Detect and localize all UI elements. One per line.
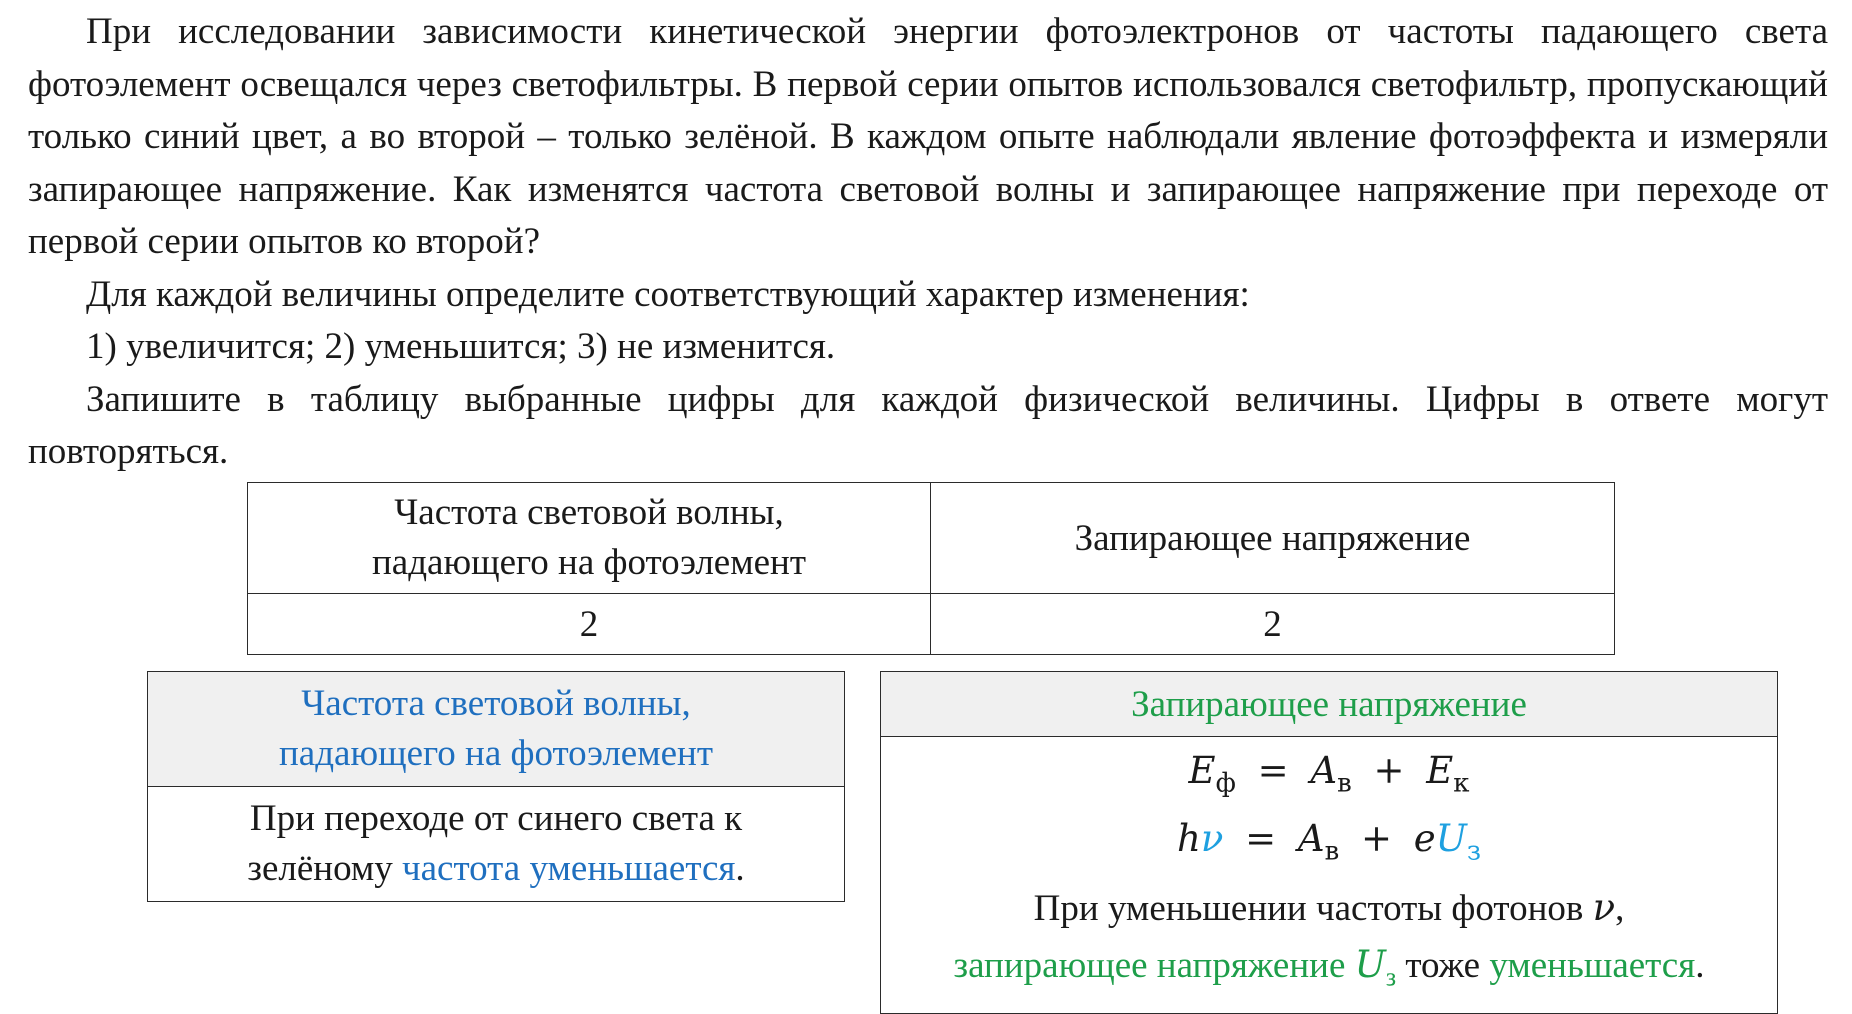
solution-voltage-text-comma: , bbox=[1615, 887, 1625, 929]
formula-einstein bbox=[881, 811, 1777, 879]
solution-voltage-conclusion: уменьшается bbox=[1489, 944, 1696, 986]
answer-table bbox=[247, 482, 1615, 655]
solution-voltage-text-line2 bbox=[881, 937, 1777, 1005]
formula-energy-balance bbox=[881, 743, 1777, 811]
formula2-U-sub: з bbox=[1466, 836, 1481, 867]
solution-frequency-body-line2 bbox=[148, 844, 844, 894]
solution-voltage-header: Запирающее напряжение bbox=[881, 672, 1778, 737]
formula2-U: U bbox=[1435, 817, 1467, 861]
solution-frequency-period: . bbox=[735, 848, 745, 889]
solution-voltage-text-plain: При уменьшении частоты фотонов bbox=[1033, 887, 1593, 929]
solution-frequency-conclusion: частота уменьшается bbox=[402, 848, 736, 889]
formula1-eq: = bbox=[1257, 749, 1289, 792]
answer-header-frequency-line1: Частота световой волны, bbox=[394, 492, 784, 533]
answer-header-voltage: Запирающее напряжение bbox=[931, 483, 1615, 594]
solution-voltage-text-nu: ν bbox=[1592, 885, 1616, 929]
formula2-e: e bbox=[1413, 817, 1436, 861]
formula2-eq: = bbox=[1245, 817, 1277, 861]
answer-header-frequency bbox=[248, 483, 931, 594]
solution-voltage-period: . bbox=[1695, 944, 1705, 986]
formula2-plus: + bbox=[1360, 817, 1392, 861]
solution-frequency-body bbox=[148, 787, 845, 902]
answer-header-frequency-line2: падающего на фотоэлемент bbox=[371, 542, 807, 583]
answer-value-frequency: 2 bbox=[248, 594, 931, 655]
solution-frequency-header bbox=[148, 672, 845, 787]
problem-paragraph-3: 1) увеличится; 2) уменьшится; 3) не изменится. bbox=[86, 326, 836, 367]
solution-voltage-body bbox=[881, 737, 1778, 1014]
solution-voltage-text-also: тоже bbox=[1396, 944, 1490, 986]
problem-text bbox=[28, 6, 1828, 479]
solution-frequency-header-line1: Частота световой волны, bbox=[301, 683, 691, 724]
formula2-A-sub: в bbox=[1324, 836, 1340, 867]
formula1-A-sub: в bbox=[1337, 768, 1352, 799]
problem-paragraph-1: При исследовании зависимости кинетической энергии фотоэлектронов от частоты падающего света фотоэлемент освещался через светофильтры. В первой серии опытов использовался светофильтр, пропускающий только синий цвет, а во второй – только зелёной. В каждом опыте наблюдали явление фотоэффекта и измеряли запирающее напряжение. Как изменятся частота световой волны и запирающее напряжение при переходе от первой серии опытов ко второй? bbox=[28, 11, 1828, 262]
solution-frequency-table bbox=[147, 671, 845, 902]
solution-frequency-header-line2: падающего на фотоэлемент bbox=[278, 733, 714, 774]
answer-table-header-row bbox=[248, 483, 1615, 594]
formula1-E: E bbox=[1188, 749, 1216, 792]
formula2-nu: ν bbox=[1200, 817, 1224, 861]
solution-voltage-table bbox=[880, 671, 1778, 1014]
solution-voltage-text-line1 bbox=[881, 880, 1777, 937]
formula1-plus: + bbox=[1373, 749, 1405, 792]
formula2-A: A bbox=[1297, 817, 1325, 861]
formula1-E2-sub: к bbox=[1453, 768, 1470, 799]
formula1-E-sub: ф bbox=[1215, 768, 1236, 799]
formula1-E2: E bbox=[1426, 749, 1454, 792]
problem-paragraph-2: Для каждой величины определите соответствующий характер изменения: bbox=[86, 273, 1250, 315]
formula2-h: h bbox=[1177, 817, 1201, 861]
solution-voltage-text-green1: запирающее напряжение bbox=[953, 944, 1355, 986]
answer-value-voltage: 2 bbox=[931, 594, 1615, 655]
problem-paragraph-4: Запишите в таблицу выбранные цифры для каждой физической величины. Цифры в ответе могут повторяться. bbox=[28, 378, 1828, 472]
solution-voltage-text-U: U bbox=[1354, 942, 1386, 986]
answer-table-value-row bbox=[248, 594, 1615, 655]
solution-voltage-text-U-sub: з bbox=[1385, 961, 1397, 991]
solution-frequency-body-plain: зелёному bbox=[247, 848, 403, 889]
solution-frequency-body-line1: При переходе от синего света к bbox=[249, 798, 743, 839]
formula1-A: A bbox=[1310, 749, 1338, 792]
